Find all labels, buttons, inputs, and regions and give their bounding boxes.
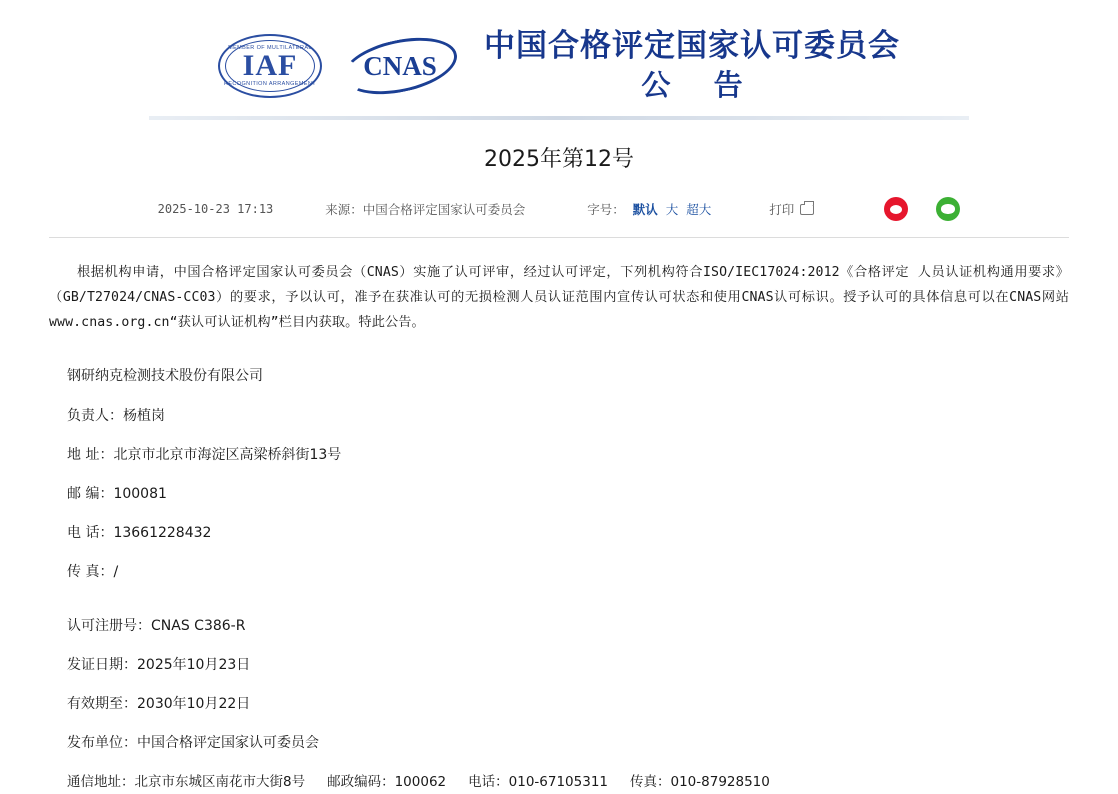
page-header bbox=[0, 0, 1118, 106]
fontsize-control bbox=[587, 200, 711, 218]
field-representative-label: 负责人： bbox=[67, 408, 123, 424]
publish-datetime: 2025-10-23 17:13 bbox=[157, 202, 274, 216]
source-label: 来源：中国合格评定国家认可委员会 bbox=[325, 202, 526, 217]
organization-name: 钢研纳克检测技术股份有限公司 bbox=[67, 368, 263, 384]
field-fax-label: 传 真： bbox=[67, 564, 114, 580]
iaf-logo-icon bbox=[218, 34, 322, 98]
contact-address bbox=[67, 774, 305, 790]
field-phone bbox=[67, 521, 1069, 545]
contact-address-value: 北京市东城区南花市大街8号 bbox=[134, 774, 306, 790]
field-postcode-label: 邮 编： bbox=[67, 486, 114, 502]
contact-fax-label: 传真： bbox=[630, 774, 671, 790]
field-issuing-body-value: 中国合格评定国家认可委员会 bbox=[137, 735, 319, 751]
field-issuing-body-label: 发布单位： bbox=[67, 735, 137, 751]
field-phone-label: 电 话： bbox=[67, 525, 114, 541]
contact-fax bbox=[630, 774, 770, 790]
field-issue-date-value: 2025年10月23日 bbox=[137, 657, 251, 673]
cnas-logo-text: CNAS bbox=[363, 50, 437, 81]
contact-postcode-value: 100062 bbox=[394, 774, 447, 790]
field-fax-value: / bbox=[113, 564, 119, 580]
field-representative bbox=[67, 404, 1069, 428]
field-postcode-value: 100081 bbox=[113, 486, 167, 502]
field-address-value: 北京市北京市海淀区高梁桥斜街13号 bbox=[113, 447, 342, 463]
print-label: 打印 bbox=[769, 202, 795, 217]
page-title-block bbox=[484, 26, 900, 106]
contact-fax-value: 010-87928510 bbox=[670, 774, 770, 790]
printer-icon bbox=[800, 204, 814, 215]
contact-address-label: 通信地址： bbox=[67, 774, 135, 790]
iaf-top-text: MEMBER OF MULTILATERAL bbox=[228, 45, 312, 51]
contact-postcode bbox=[327, 774, 446, 790]
fontsize-option-default[interactable]: 默认 bbox=[632, 202, 658, 217]
meta-bar bbox=[0, 197, 1118, 221]
field-registration-number bbox=[67, 614, 1069, 638]
field-valid-until bbox=[67, 692, 1069, 716]
field-issue-date-label: 发证日期： bbox=[67, 657, 137, 673]
document-body bbox=[49, 238, 1069, 794]
header-divider bbox=[149, 116, 969, 120]
fontsize-label: 字号： bbox=[587, 202, 625, 217]
document-number: 2025年第12号 bbox=[484, 147, 634, 172]
iaf-bottom-text: RECOGNITION ARRANGEMENT bbox=[223, 81, 316, 87]
field-issue-date bbox=[67, 653, 1069, 677]
field-valid-until-label: 有效期至： bbox=[67, 696, 137, 712]
print-button[interactable] bbox=[769, 200, 814, 218]
weibo-icon[interactable] bbox=[884, 197, 908, 221]
field-postcode bbox=[67, 482, 1069, 506]
contact-line bbox=[67, 770, 1069, 794]
cnas-logo-icon bbox=[340, 34, 460, 98]
field-address bbox=[67, 443, 1069, 467]
field-valid-until-value: 2030年10月22日 bbox=[137, 696, 251, 712]
field-phone-value: 13661228432 bbox=[113, 525, 212, 541]
header-logos-and-title bbox=[218, 26, 900, 106]
contact-tel-value: 010-67105311 bbox=[508, 774, 608, 790]
field-registration-number-label: 认可注册号： bbox=[67, 618, 151, 634]
iaf-main-text: IAF bbox=[242, 49, 298, 82]
contact-tel bbox=[468, 774, 608, 790]
share-icons bbox=[884, 197, 960, 221]
page-title: 中国合格评定国家认可委员会 bbox=[484, 28, 900, 63]
body-paragraph: 根据机构申请，中国合格评定国家认可委员会（CNAS）实施了认可评审，经过认可评定，下列机构符合ISO/IEC17024:2012《合格评定 人员认证机构通用要求》（GB/T27024/CNAS-CC03）的要求，予以认可，准予在获准认可的无损检测人员认证范围内宣传认可状态和使用CNAS认可标识。授予认可的具体信息可以在CNAS网站www.cnas.org.cn“获认可认证机构”栏目内获取。特此公告。 bbox=[49, 265, 1069, 330]
field-issuing-body bbox=[67, 731, 1069, 755]
contact-tel-label: 电话： bbox=[468, 774, 509, 790]
wechat-icon[interactable] bbox=[936, 197, 960, 221]
field-fax bbox=[67, 560, 1069, 584]
field-registration-number-value: CNAS C386-R bbox=[151, 618, 246, 634]
field-address-label: 地 址： bbox=[67, 447, 114, 463]
page-subtitle: 公 告 bbox=[641, 70, 761, 102]
contact-postcode-label: 邮政编码： bbox=[327, 774, 395, 790]
field-representative-value: 杨植岗 bbox=[123, 408, 165, 424]
fontsize-option-large[interactable]: 大 bbox=[665, 202, 679, 217]
fontsize-option-xlarge[interactable]: 超大 bbox=[686, 202, 712, 217]
